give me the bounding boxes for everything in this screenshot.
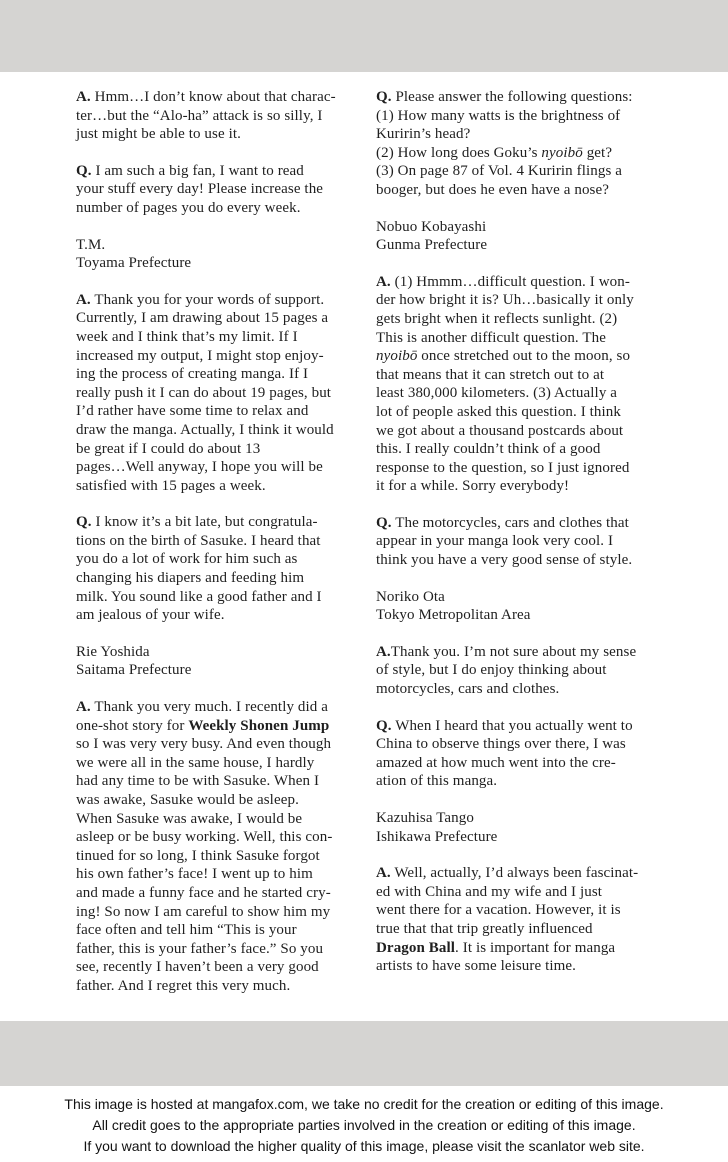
disclaimer-line-3: If you want to download the higher quality of this image, please visit the scanlator web site.: [83, 1138, 645, 1154]
signature-tm: T.M. Toyama Prefecture: [76, 236, 192, 272]
answer-paragraph-three-questions: A. (1) Hmmm…difficult question. I won- der how bright it is? Uh…basically it only gets bright when it reflects sunlight. (2) This is another difficult question. The nyoibō once stretched out to the moon, so that means that it can stretch out to at least 380,000 kilometers. (3) Actually a lot of people asked this question. I think we got about a thousand postcards about this. I really couldn’t think of a good response to the question, so I just ignored it for a while. Sorry everybody!: [376, 273, 634, 495]
question-paragraph-china: Q. When I heard that you actually went to China to observe things over there, I was amazed at how much went into the cre- ation of this manga.: [376, 717, 633, 790]
disclaimer-line-1: This image is hosted at mangafox.com, we take no credit for the creation or editing of this image.: [64, 1096, 664, 1112]
answer-paragraph-china: A. Well, actually, I’d always been fascinat- ed with China and my wife and I just went there for a vacation. However, it is true that that trip greatly influenced Dragon Ball. It is important for manga artists to have some leisure time.: [376, 865, 639, 975]
hosting-disclaimer: [0, 1094, 728, 1157]
signature-kazuhisa-tango: Kazuhisa Tango Ishikawa Prefecture: [376, 810, 498, 845]
question-paragraph-more-pages: Q. I am such a big fan, I want to read your stuff every day! Please increase the number of pages you do every week.: [76, 162, 324, 216]
bottom-margin-band: [0, 1021, 728, 1086]
question-paragraph-style: Q. The motorcycles, cars and clothes that appear in your manga look very cool. I think you have a very good sense of style.: [376, 514, 633, 569]
answer-paragraph-sasuke: A. Thank you very much. I recently did a one-shot story for Weekly Shonen Jump so I was very very busy. And even though we were all in the same house, I hardly had any time to be with Sasuke. When I was awake, Sasuke would be asleep. When Sasuke was awake, I would be asleep or be busy working. Well, this con- tinued for so long, I think Sasuke forgot his own father’s face! I went up to him and made a funny face and he started cry- ing! So now I am careful to show him my face often and tell him “This is your father, this is your father’s face.” So you see, recently I haven’t been a very good father. And I regret this very much.: [76, 699, 333, 994]
question-paragraph-sasuke: Q. I know it’s a bit late, but congratula- tions on the birth of Sasuke. I heard that you do a lot of work for him such as changing his diapers and feeding him milk. You sound like a good father and I am jealous of your wife.: [76, 514, 322, 624]
signature-nobuo-kobayashi: Nobuo Kobayashi Gunma Prefecture: [376, 218, 488, 254]
answer-paragraph-aloha: A. Hmm…I don’t know about that charac- ter…but the “Alo-ha” attack is so silly, I just might be able to use it.: [76, 89, 336, 143]
answer-paragraph-style: A.Thank you. I’m not sure about my sense of style, but I do enjoy thinking about motorcycles, cars and clothes.: [376, 643, 637, 698]
right-text-column: [376, 88, 674, 994]
top-margin-band: [0, 0, 728, 72]
left-text-column: [76, 88, 370, 1014]
answer-paragraph-15-pages: A. Thank you for your words of support. Currently, I am drawing about 15 pages a week and I think that’s my limit. If I increased my output, I might stop enjoy- ing the process of creating manga. If I really push it I can do about 19 pages, but I’d rather have some time to relax and draw the manga. Actually, I think it would be great if I could do about 13 pages…Well anyway, I hope you will be satisfied with 15 pages a week.: [76, 291, 334, 494]
signature-rie-yoshida: Rie Yoshida Saitama Prefecture: [76, 643, 192, 679]
question-paragraph-three-questions: Q. Please answer the following questions: (1) How many watts is the brightness of Kuririn’s head? (2) How long does Goku’s nyoibō get? (3) On page 87 of Vol. 4 Kuririn flings a booger, but does he even have a nose?: [376, 89, 633, 198]
signature-noriko-ota: Noriko Ota Tokyo Metropolitan Area: [376, 588, 531, 624]
disclaimer-line-2: All credit goes to the appropriate parties involved in the creation or editing of this image.: [92, 1117, 636, 1133]
